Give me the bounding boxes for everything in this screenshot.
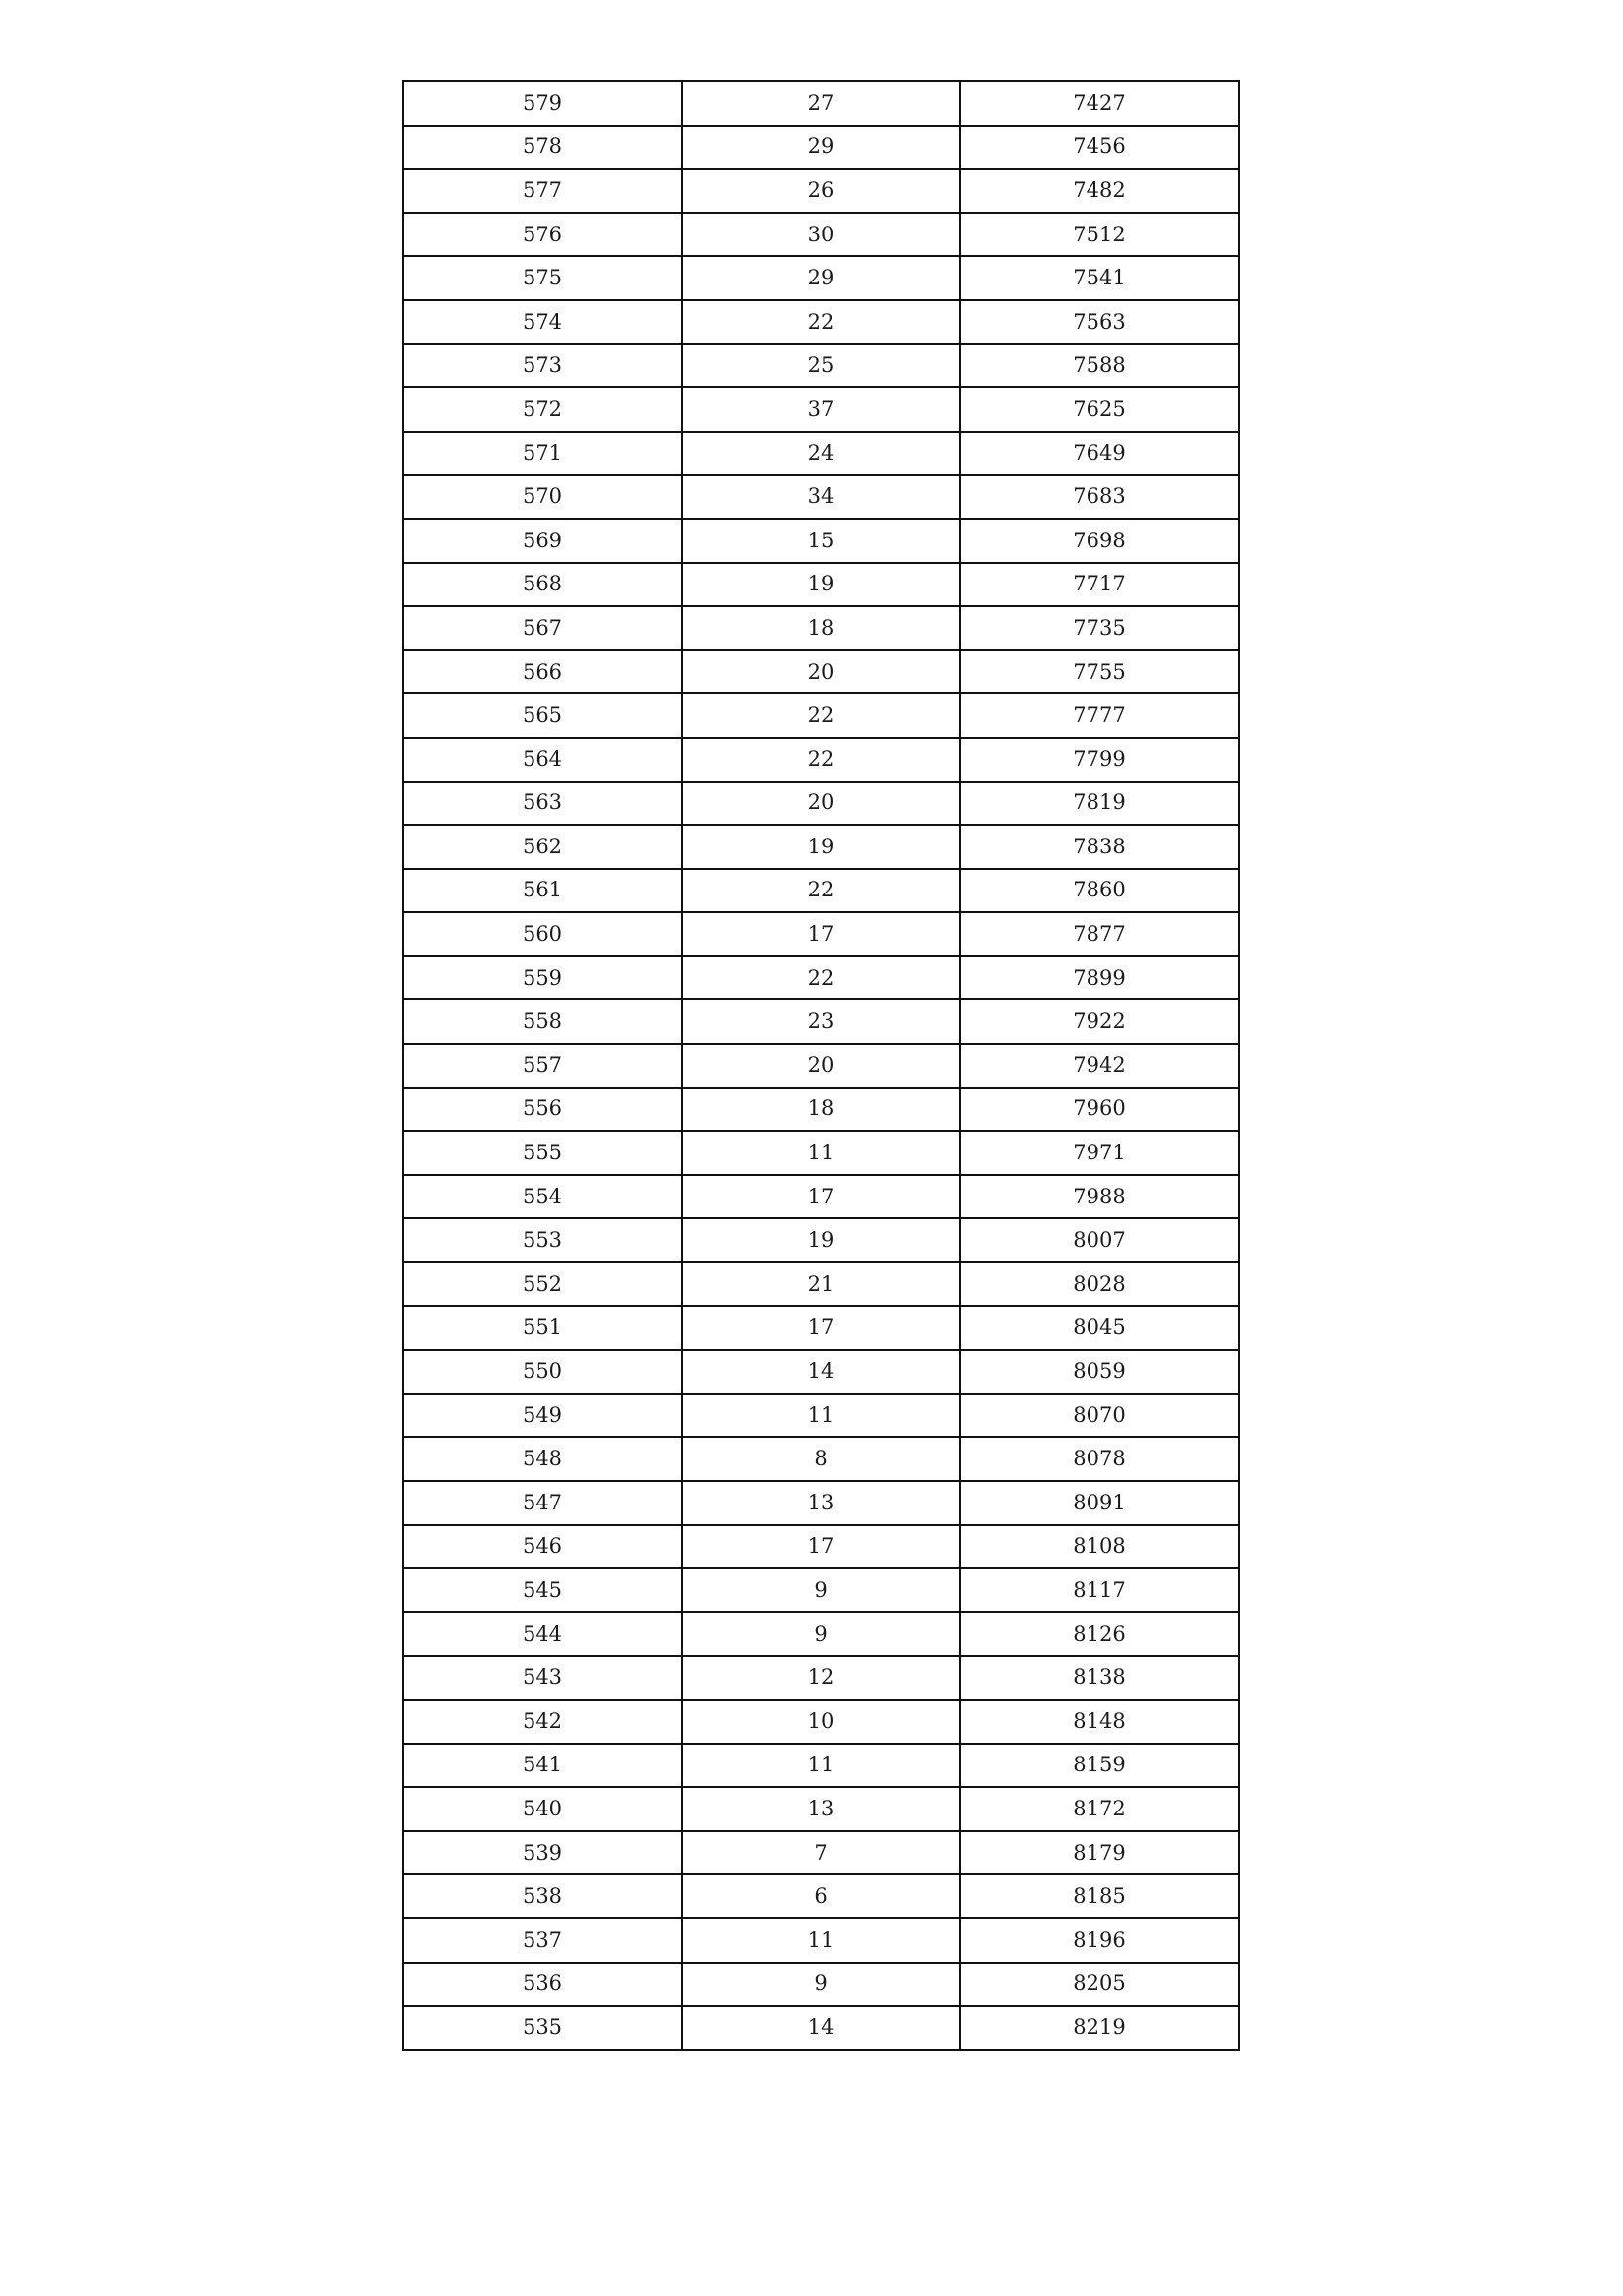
cumulative-cell: 8078 bbox=[960, 1437, 1239, 1481]
count-cell: 17 bbox=[682, 1175, 960, 1219]
table-row bbox=[403, 344, 1239, 388]
count-cell: 6 bbox=[682, 1874, 960, 1918]
table-row bbox=[403, 1306, 1239, 1351]
cumulative-cell: 8117 bbox=[960, 1568, 1239, 1612]
score-cell: 544 bbox=[403, 1612, 682, 1657]
cumulative-cell: 8179 bbox=[960, 1831, 1239, 1875]
cumulative-cell: 8126 bbox=[960, 1612, 1239, 1657]
table-row bbox=[403, 1044, 1239, 1088]
table-row bbox=[403, 475, 1239, 519]
count-cell: 15 bbox=[682, 519, 960, 563]
count-cell: 14 bbox=[682, 2006, 960, 2050]
count-cell: 9 bbox=[682, 1612, 960, 1657]
count-cell: 30 bbox=[682, 213, 960, 257]
table-row bbox=[403, 912, 1239, 956]
table-row bbox=[403, 999, 1239, 1044]
score-cell: 575 bbox=[403, 256, 682, 300]
score-cell: 540 bbox=[403, 1787, 682, 1831]
cumulative-cell: 7456 bbox=[960, 126, 1239, 170]
cumulative-cell: 8059 bbox=[960, 1350, 1239, 1394]
table-row bbox=[403, 1525, 1239, 1569]
cumulative-cell: 7541 bbox=[960, 256, 1239, 300]
score-cell: 557 bbox=[403, 1044, 682, 1088]
score-cell: 536 bbox=[403, 1963, 682, 2007]
count-cell: 37 bbox=[682, 387, 960, 432]
cumulative-cell: 7899 bbox=[960, 956, 1239, 1000]
score-cell: 578 bbox=[403, 126, 682, 170]
count-cell: 22 bbox=[682, 869, 960, 913]
score-cell: 542 bbox=[403, 1700, 682, 1744]
table-row bbox=[403, 1874, 1239, 1918]
cumulative-cell: 7922 bbox=[960, 999, 1239, 1044]
cumulative-cell: 8091 bbox=[960, 1481, 1239, 1525]
table-row bbox=[403, 1787, 1239, 1831]
table-row bbox=[403, 782, 1239, 826]
score-cell: 543 bbox=[403, 1656, 682, 1700]
table-row bbox=[403, 1394, 1239, 1438]
count-cell: 23 bbox=[682, 999, 960, 1044]
score-cell: 559 bbox=[403, 956, 682, 1000]
table-row bbox=[403, 2006, 1239, 2050]
cumulative-cell: 7755 bbox=[960, 650, 1239, 694]
cumulative-cell: 7799 bbox=[960, 738, 1239, 782]
count-cell: 29 bbox=[682, 126, 960, 170]
count-cell: 13 bbox=[682, 1787, 960, 1831]
count-cell: 29 bbox=[682, 256, 960, 300]
count-cell: 19 bbox=[682, 825, 960, 869]
score-cell: 568 bbox=[403, 563, 682, 607]
table-row bbox=[403, 1918, 1239, 1963]
table-row bbox=[403, 519, 1239, 563]
table-row bbox=[403, 1088, 1239, 1132]
score-cell: 537 bbox=[403, 1918, 682, 1963]
count-cell: 20 bbox=[682, 782, 960, 826]
score-cell: 567 bbox=[403, 606, 682, 650]
cumulative-cell: 8196 bbox=[960, 1918, 1239, 1963]
table-row bbox=[403, 387, 1239, 432]
count-cell: 17 bbox=[682, 912, 960, 956]
table-row bbox=[403, 1350, 1239, 1394]
cumulative-cell: 7717 bbox=[960, 563, 1239, 607]
table-row bbox=[403, 1700, 1239, 1744]
cumulative-cell: 7698 bbox=[960, 519, 1239, 563]
count-cell: 11 bbox=[682, 1131, 960, 1175]
count-cell: 11 bbox=[682, 1744, 960, 1788]
table-row bbox=[403, 738, 1239, 782]
cumulative-cell: 7482 bbox=[960, 169, 1239, 213]
count-cell: 22 bbox=[682, 300, 960, 344]
table-row bbox=[403, 1175, 1239, 1219]
cumulative-cell: 7777 bbox=[960, 693, 1239, 738]
cumulative-cell: 7988 bbox=[960, 1175, 1239, 1219]
cumulative-cell: 7942 bbox=[960, 1044, 1239, 1088]
count-cell: 10 bbox=[682, 1700, 960, 1744]
score-cell: 545 bbox=[403, 1568, 682, 1612]
score-cell: 570 bbox=[403, 475, 682, 519]
score-cell: 541 bbox=[403, 1744, 682, 1788]
count-cell: 21 bbox=[682, 1262, 960, 1306]
cumulative-cell: 8070 bbox=[960, 1394, 1239, 1438]
score-cell: 547 bbox=[403, 1481, 682, 1525]
score-cell: 550 bbox=[403, 1350, 682, 1394]
cumulative-cell: 7971 bbox=[960, 1131, 1239, 1175]
score-cell: 565 bbox=[403, 693, 682, 738]
count-cell: 19 bbox=[682, 1218, 960, 1262]
table-row bbox=[403, 869, 1239, 913]
cumulative-cell: 7683 bbox=[960, 475, 1239, 519]
score-cell: 535 bbox=[403, 2006, 682, 2050]
cumulative-cell: 7877 bbox=[960, 912, 1239, 956]
table-row bbox=[403, 213, 1239, 257]
cumulative-cell: 8185 bbox=[960, 1874, 1239, 1918]
count-cell: 26 bbox=[682, 169, 960, 213]
count-cell: 17 bbox=[682, 1306, 960, 1351]
score-cell: 539 bbox=[403, 1831, 682, 1875]
score-cell: 551 bbox=[403, 1306, 682, 1351]
score-table-body bbox=[403, 81, 1239, 2050]
count-cell: 13 bbox=[682, 1481, 960, 1525]
score-cell: 573 bbox=[403, 344, 682, 388]
count-cell: 20 bbox=[682, 1044, 960, 1088]
table-row bbox=[403, 1568, 1239, 1612]
count-cell: 7 bbox=[682, 1831, 960, 1875]
cumulative-cell: 7625 bbox=[960, 387, 1239, 432]
cumulative-cell: 7819 bbox=[960, 782, 1239, 826]
count-cell: 9 bbox=[682, 1568, 960, 1612]
table-row bbox=[403, 432, 1239, 476]
score-cell: 571 bbox=[403, 432, 682, 476]
score-cell: 549 bbox=[403, 1394, 682, 1438]
count-cell: 25 bbox=[682, 344, 960, 388]
count-cell: 19 bbox=[682, 563, 960, 607]
count-cell: 24 bbox=[682, 432, 960, 476]
score-cell: 558 bbox=[403, 999, 682, 1044]
score-cell: 556 bbox=[403, 1088, 682, 1132]
cumulative-cell: 8172 bbox=[960, 1787, 1239, 1831]
table-row bbox=[403, 693, 1239, 738]
cumulative-cell: 7563 bbox=[960, 300, 1239, 344]
score-cell: 572 bbox=[403, 387, 682, 432]
cumulative-cell: 7860 bbox=[960, 869, 1239, 913]
score-cell: 560 bbox=[403, 912, 682, 956]
cumulative-cell: 8148 bbox=[960, 1700, 1239, 1744]
count-cell: 18 bbox=[682, 1088, 960, 1132]
table-row bbox=[403, 169, 1239, 213]
table-row bbox=[403, 256, 1239, 300]
cumulative-cell: 7960 bbox=[960, 1088, 1239, 1132]
score-cell: 538 bbox=[403, 1874, 682, 1918]
score-cell: 569 bbox=[403, 519, 682, 563]
score-cell: 566 bbox=[403, 650, 682, 694]
table-row bbox=[403, 1218, 1239, 1262]
score-cell: 561 bbox=[403, 869, 682, 913]
cumulative-cell: 8108 bbox=[960, 1525, 1239, 1569]
count-cell: 12 bbox=[682, 1656, 960, 1700]
table-row bbox=[403, 956, 1239, 1000]
table-row bbox=[403, 606, 1239, 650]
table-row bbox=[403, 1744, 1239, 1788]
score-cell: 563 bbox=[403, 782, 682, 826]
table-row bbox=[403, 1262, 1239, 1306]
score-cell: 562 bbox=[403, 825, 682, 869]
count-cell: 11 bbox=[682, 1394, 960, 1438]
count-cell: 17 bbox=[682, 1525, 960, 1569]
count-cell: 8 bbox=[682, 1437, 960, 1481]
score-cell: 553 bbox=[403, 1218, 682, 1262]
count-cell: 14 bbox=[682, 1350, 960, 1394]
score-cell: 576 bbox=[403, 213, 682, 257]
table-row bbox=[403, 81, 1239, 126]
cumulative-cell: 8028 bbox=[960, 1262, 1239, 1306]
table-row bbox=[403, 1656, 1239, 1700]
cumulative-cell: 7512 bbox=[960, 213, 1239, 257]
cumulative-cell: 7588 bbox=[960, 344, 1239, 388]
table-row bbox=[403, 1481, 1239, 1525]
cumulative-cell: 7838 bbox=[960, 825, 1239, 869]
table-row bbox=[403, 563, 1239, 607]
cumulative-cell: 8045 bbox=[960, 1306, 1239, 1351]
table-row bbox=[403, 126, 1239, 170]
count-cell: 18 bbox=[682, 606, 960, 650]
count-cell: 27 bbox=[682, 81, 960, 126]
score-cell: 554 bbox=[403, 1175, 682, 1219]
score-cell: 564 bbox=[403, 738, 682, 782]
table-row bbox=[403, 300, 1239, 344]
table-row bbox=[403, 650, 1239, 694]
table-row bbox=[403, 1963, 1239, 2007]
score-cell: 555 bbox=[403, 1131, 682, 1175]
score-cell: 548 bbox=[403, 1437, 682, 1481]
cumulative-cell: 8219 bbox=[960, 2006, 1239, 2050]
cumulative-cell: 7427 bbox=[960, 81, 1239, 126]
cumulative-cell: 8007 bbox=[960, 1218, 1239, 1262]
table-row bbox=[403, 1437, 1239, 1481]
count-cell: 20 bbox=[682, 650, 960, 694]
table-row bbox=[403, 1612, 1239, 1657]
cumulative-cell: 7735 bbox=[960, 606, 1239, 650]
score-cell: 574 bbox=[403, 300, 682, 344]
score-cell: 552 bbox=[403, 1262, 682, 1306]
count-cell: 22 bbox=[682, 693, 960, 738]
cumulative-cell: 7649 bbox=[960, 432, 1239, 476]
table-row bbox=[403, 825, 1239, 869]
count-cell: 11 bbox=[682, 1918, 960, 1963]
count-cell: 22 bbox=[682, 738, 960, 782]
score-cell: 577 bbox=[403, 169, 682, 213]
count-cell: 9 bbox=[682, 1963, 960, 2007]
score-cell: 546 bbox=[403, 1525, 682, 1569]
table-row bbox=[403, 1131, 1239, 1175]
score-cell: 579 bbox=[403, 81, 682, 126]
cumulative-cell: 8159 bbox=[960, 1744, 1239, 1788]
cumulative-cell: 8205 bbox=[960, 1963, 1239, 2007]
count-cell: 22 bbox=[682, 956, 960, 1000]
cumulative-cell: 8138 bbox=[960, 1656, 1239, 1700]
table-row bbox=[403, 1831, 1239, 1875]
score-table bbox=[402, 80, 1240, 2051]
count-cell: 34 bbox=[682, 475, 960, 519]
